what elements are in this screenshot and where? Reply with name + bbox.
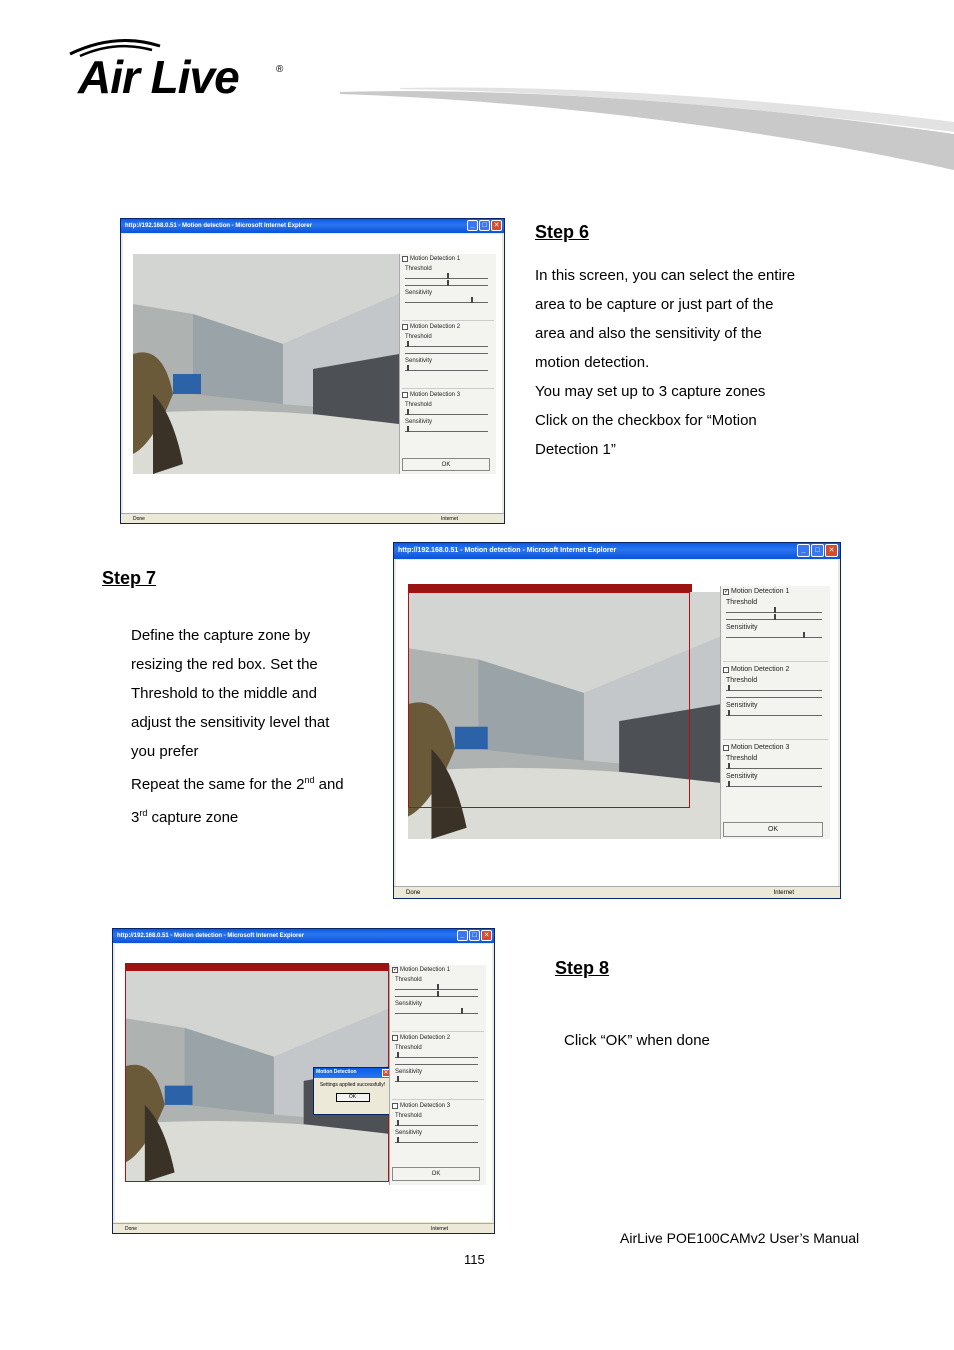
screenshot-step7 [393,542,841,899]
step8-heading: Step 8 [555,958,610,978]
maximize-button[interactable]: □ [469,930,480,941]
zone1-label: Motion Detection 1 [410,256,461,262]
browser-statusbar [121,513,504,523]
status-done: Done [133,515,145,522]
zone2-checkbox[interactable] [402,324,408,330]
ok-button[interactable]: OK [402,458,490,471]
browser-statusbar [113,1223,494,1233]
browser-titlebar [113,929,494,943]
step7-heading: Step 7 [102,568,157,588]
status-done: Done [406,889,421,896]
zone1-threshold-slider-upper[interactable] [405,273,488,279]
threshold-label: Threshold [405,402,432,408]
zone3-sensitivity-slider[interactable] [726,781,822,787]
zone1-threshold-slider-lower[interactable] [726,614,822,620]
browser-content [396,560,838,886]
browser-title: http://192.168.0.51 - Motion detection - Microsoft Internet Explorer [398,547,617,554]
zone2-sensitivity-slider[interactable] [405,365,488,371]
zone3-label: Motion Detection 3 [400,1103,451,1109]
zone1-threshold-slider-upper[interactable] [395,984,478,990]
sensitivity-label: Sensitivity [405,419,433,425]
threshold-label: Threshold [395,977,422,983]
step8-text: Click “OK” when done [564,1032,710,1049]
zone2-threshold-track[interactable] [405,348,488,354]
threshold-label: Threshold [726,677,758,684]
status-internet: Internet [773,889,794,896]
motion-settings-panel [399,254,496,474]
sensitivity-label: Sensitivity [395,1001,423,1007]
browser-title: http://192.168.0.51 - Motion detection - Microsoft Internet Explorer [117,933,305,939]
zone2-label: Motion Detection 2 [731,666,790,673]
close-button[interactable]: ✕ [825,544,838,557]
zone2-threshold-slider[interactable] [405,341,488,347]
zone2-label: Motion Detection 2 [400,1035,451,1041]
zone3-sensitivity-slider[interactable] [395,1137,478,1143]
sensitivity-label: Sensitivity [405,358,433,364]
sensitivity-label: Sensitivity [726,702,758,709]
zone1-checkbox[interactable] [402,256,408,262]
maximize-button[interactable]: □ [811,544,824,557]
airlive-logo [62,36,292,106]
zone1-threshold-slider-lower[interactable] [405,280,488,286]
motion-detection-dialog [313,1067,392,1115]
sensitivity-label: Sensitivity [405,290,433,296]
zone3-sensitivity-slider[interactable] [405,426,488,432]
zone3-label: Motion Detection 3 [410,392,461,398]
browser-statusbar [394,886,840,898]
zone2-threshold-slider[interactable] [395,1052,478,1058]
zone3-threshold-slider[interactable] [405,409,488,415]
threshold-label: Threshold [726,599,758,606]
sensitivity-label: Sensitivity [395,1130,423,1136]
motion-settings-panel [389,965,486,1185]
step7-text: Define the capture zone by resizing the red box. Set the Threshold to the middle and adjust the sensitivity level that you prefer Repeat the same for the 2nd and 3rd capture zone [131,627,344,826]
zone2-sensitivity-slider[interactable] [726,710,822,716]
close-button[interactable]: ✕ [491,220,502,231]
browser-title: http://192.168.0.51 - Motion detection - Microsoft Internet Explorer [125,223,313,229]
capture-zone-bar[interactable] [125,963,389,970]
dialog-ok-button[interactable]: OK [336,1093,370,1102]
minimize-button[interactable]: _ [457,930,468,941]
zone1-checkbox[interactable]: ✓ [393,967,399,973]
sensitivity-label: Sensitivity [726,624,758,631]
zone1-label: Motion Detection 1 [400,967,451,973]
step6-heading: Step 6 [535,222,590,242]
zone3-checkbox[interactable] [402,392,408,398]
zone2-threshold-track[interactable] [395,1059,478,1065]
capture-zone-box[interactable] [408,592,690,808]
sensitivity-label: Sensitivity [395,1069,423,1075]
capture-zone-bar[interactable] [408,584,692,592]
zone1-checkbox[interactable]: ✓ [724,588,730,595]
zone2-checkbox[interactable] [723,667,729,673]
logo-registered-mark: ® [276,64,284,75]
zone3-threshold-slider[interactable] [726,763,822,769]
dialog-close-icon[interactable]: ✕ [383,1070,389,1076]
footer-manual-title: AirLive POE100CAMv2 User’s Manual [620,1230,860,1246]
zone1-label: Motion Detection 1 [731,588,790,595]
zone2-threshold-slider[interactable] [726,685,822,691]
zone1-threshold-slider-lower[interactable] [395,991,478,997]
browser-content [115,944,492,1222]
threshold-label: Threshold [726,755,758,762]
camera-preview [408,592,720,839]
threshold-label: Threshold [395,1113,422,1119]
sensitivity-label: Sensitivity [726,773,758,780]
dialog-message: Settings applied successfully! [319,1082,386,1088]
camera-preview [133,254,399,474]
zone1-sensitivity-slider[interactable] [405,297,488,303]
status-done: Done [125,1225,137,1232]
ok-button[interactable]: OK [392,1167,480,1181]
ok-button[interactable]: OK [723,822,823,837]
threshold-label: Threshold [405,334,432,340]
close-button[interactable]: ✕ [481,930,492,941]
browser-titlebar [121,219,504,233]
zone1-sensitivity-slider[interactable] [395,1008,478,1014]
zone2-sensitivity-slider[interactable] [395,1076,478,1082]
zone3-checkbox[interactable] [723,745,729,751]
zone3-threshold-slider[interactable] [395,1120,478,1126]
minimize-button[interactable]: _ [467,220,478,231]
header-swoosh [340,60,954,175]
zone2-threshold-track[interactable] [726,692,822,698]
motion-settings-panel [720,586,830,839]
minimize-button[interactable]: _ [797,544,810,557]
dialog-titlebar [314,1068,391,1078]
zone1-threshold-slider-upper[interactable] [726,607,822,613]
zone2-checkbox[interactable] [392,1035,398,1041]
step6-text: In this screen, you can select the entire area to be capture or just part of the area and also the sensitivity of the motion detection. You may set up to 3 capture zones Click on the checkbox for “Motion Detection 1” [535,267,796,458]
page-number: 115 [464,1252,485,1267]
threshold-label: Threshold [405,266,432,272]
browser-titlebar [394,543,840,559]
status-internet: Internet [441,515,458,522]
zone2-label: Motion Detection 2 [410,324,461,330]
zone1-sensitivity-slider[interactable] [726,632,822,638]
logo-text: Air Live [78,51,239,103]
browser-content [123,234,502,514]
screenshot-step6 [120,218,505,524]
status-internet: Internet [431,1225,448,1232]
threshold-label: Threshold [395,1045,422,1051]
dialog-title: Motion Detection [316,1069,357,1075]
maximize-button[interactable]: □ [479,220,490,231]
zone3-label: Motion Detection 3 [731,744,790,751]
zone3-checkbox[interactable] [392,1103,398,1109]
screenshot-step8 [112,928,495,1234]
